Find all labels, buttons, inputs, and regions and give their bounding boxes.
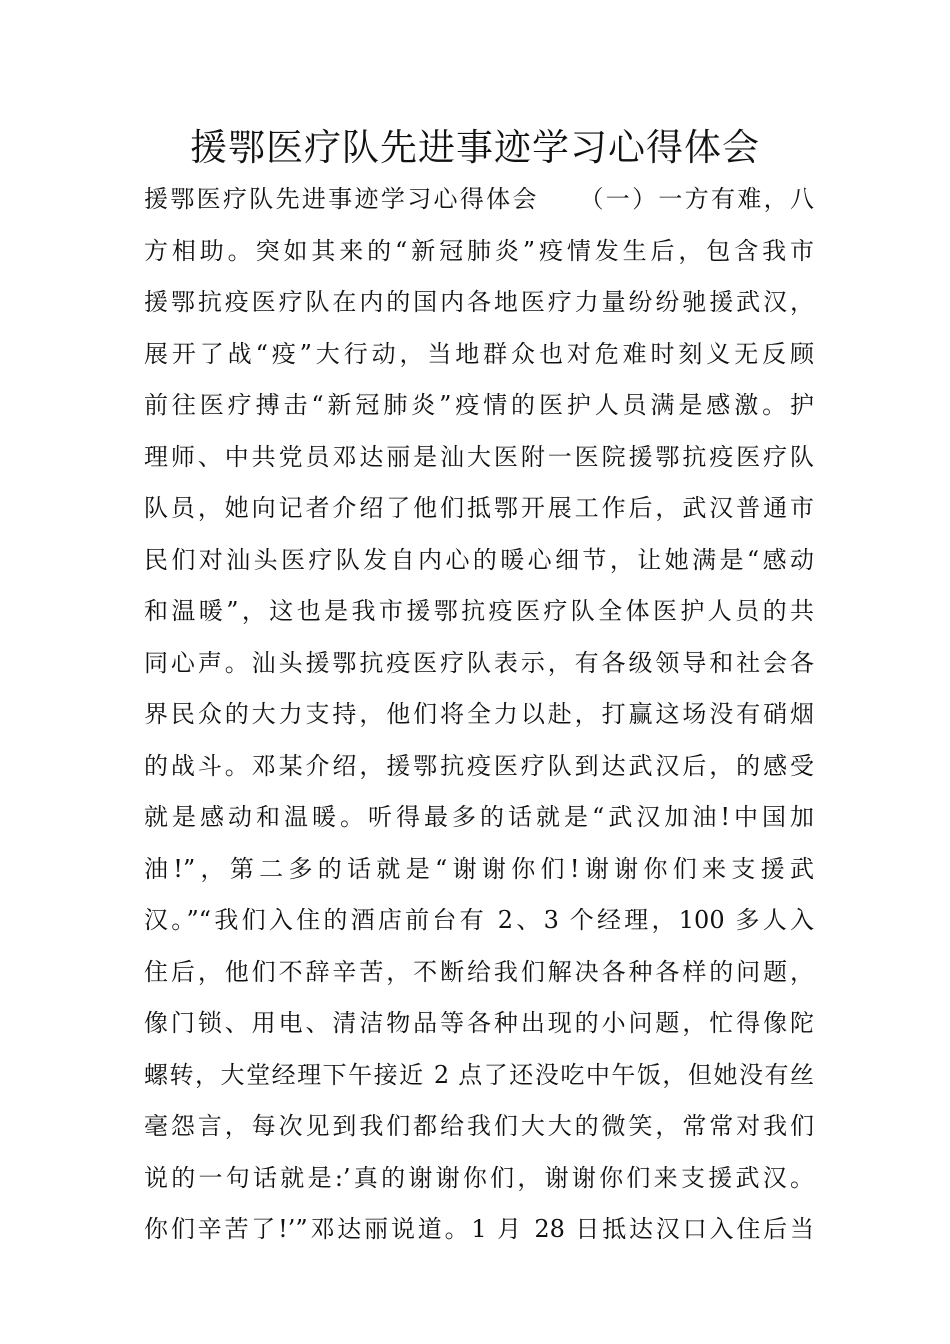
- body-line: 的战斗。邓某介绍，援鄂抗疫医疗队到达武汉后，的感受: [144, 751, 814, 780]
- document-body: [144, 174, 814, 1256]
- body-line: 援鄂抗疫医疗队在内的国内各地医疗力量纷纷驰援武汉，: [144, 288, 814, 316]
- body-line: 方相助。突如其来的“新冠肺炎”疫情发生后，包含我市: [144, 236, 814, 265]
- body-line: 油!”，第二多的话就是“谢谢你们!谢谢你们来支援武: [144, 854, 814, 883]
- body-line: 展开了战“疫”大行动，当地群众也对危难时刻义无反顾: [144, 339, 814, 368]
- body-line: 和温暖”，这也是我市援鄂抗疫医疗队全体医护人员的共: [144, 597, 814, 625]
- document-title: 援鄂医疗队先进事迹学习心得体会: [190, 126, 760, 169]
- body-line: 民们对汕头医疗队发自内心的暖心细节，让她满是“感动: [144, 545, 814, 574]
- body-line: 队员，她向记者介绍了他们抵鄂开展工作后，武汉普通市: [144, 494, 814, 522]
- body-line: 说的一句话就是:’真的谢谢你们，谢谢你们来支援武汉。: [144, 1163, 814, 1192]
- body-line: 理师、中共党员邓达丽是汕大医附一医院援鄂抗疫医疗队: [144, 442, 814, 471]
- body-line: 你们辛苦了!’”邓达丽说道。1 月 28 日抵达汉口入住后当: [144, 1215, 814, 1243]
- body-line: 前往医疗搏击“新冠肺炎”疫情的医护人员满是感激。护: [144, 391, 814, 419]
- body-line: 就是感动和温暖。听得最多的话就是“武汉加油!中国加: [144, 803, 814, 831]
- body-line: 同心声。汕头援鄂抗疫医疗队表示，有各级领导和社会各: [144, 648, 814, 677]
- body-line: 援鄂医疗队先进事迹学习心得体会 （一）一方有难，八: [144, 185, 814, 213]
- body-line: 界民众的大力支持，他们将全力以赴，打赢这场没有硝烟: [144, 700, 814, 728]
- body-line: 螺转，大堂经理下午接近 2 点了还没吃中午饭，但她没有丝: [144, 1060, 814, 1089]
- body-line: 汉。”“我们入住的酒店前台有 2、3 个经理，100 多人入: [144, 906, 814, 934]
- body-line: 住后，他们不辞辛苦，不断给我们解决各种各样的问题，: [144, 957, 814, 986]
- body-line: 毫怨言，每次见到我们都给我们大大的微笑，常常对我们: [144, 1112, 814, 1140]
- body-line: 像门锁、用电、清洁物品等各种出现的小问题，忙得像陀: [144, 1009, 814, 1037]
